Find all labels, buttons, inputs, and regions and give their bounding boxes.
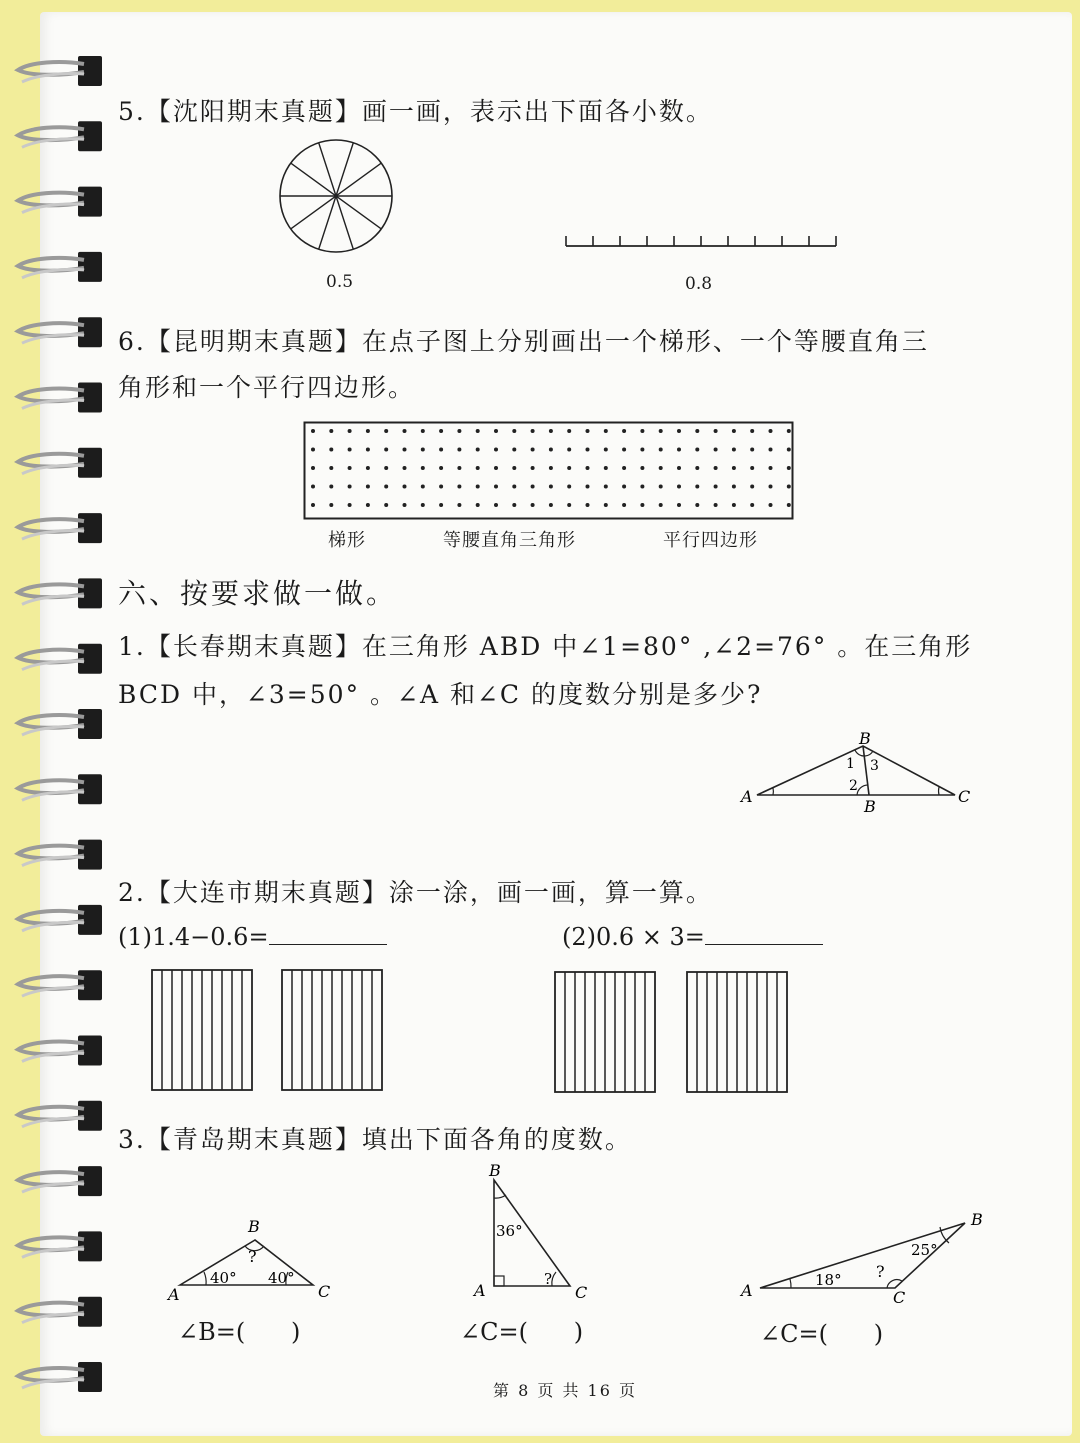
triangle-abc-figure — [735, 728, 980, 818]
circle-label: 0.5 — [326, 272, 354, 292]
tri3-vertex-a: A — [741, 1281, 753, 1300]
fraction-circle[interactable] — [270, 130, 410, 265]
angle-label-1: 1 — [846, 756, 855, 772]
problem-2-sub2 — [562, 922, 823, 951]
tri1-angle-a: 40° — [210, 1269, 237, 1287]
problem-2-sub1-text: (1)1.4−0.6= — [118, 923, 269, 951]
tri2-vertex-c: C — [575, 1283, 588, 1302]
vertex-label-a: A — [741, 787, 753, 806]
tri2-answer[interactable]: ∠C=( ) — [460, 1318, 584, 1346]
tri3-vertex-c: C — [893, 1288, 906, 1305]
ruler-label: 0.8 — [685, 274, 713, 294]
tri3-vertex-b: B — [971, 1210, 983, 1229]
vertex-label-d: B — [864, 797, 876, 816]
page-footer: 第 8 页 共 16 页 — [493, 1381, 637, 1400]
problem-2-title: 2.【大连市期末真题】涂一涂，画一画，算一算。 — [118, 878, 713, 907]
question-6-title-line2: 角形和一个平行四边形。 — [118, 373, 416, 402]
angle-label-2: 2 — [849, 778, 858, 794]
tri3-angle-a: 18° — [815, 1271, 842, 1289]
stripe-grids-2[interactable] — [553, 970, 793, 1096]
dot-grid-label-isosceles-right-triangle: 等腰直角三角形 — [443, 530, 576, 551]
problem-1-line2: BCD 中，∠3=50° 。∠A 和∠C 的度数分别是多少? — [118, 680, 763, 709]
dot-grid[interactable] — [303, 421, 795, 521]
tri1-question-mark: ? — [248, 1247, 257, 1266]
triangle-3-figure — [735, 1205, 995, 1305]
question-5-title: 5.【沈阳期末真题】画一画，表示出下面各小数。 — [118, 97, 713, 126]
problem-2-sub1 — [118, 922, 387, 951]
vertex-label-b-top: B — [859, 729, 871, 748]
tri3-answer[interactable]: ∠C=( ) — [760, 1320, 884, 1348]
tri2-vertex-a: A — [474, 1281, 486, 1300]
dot-grid-label-parallelogram: 平行四边形 — [663, 530, 758, 551]
spiral-binding — [0, 0, 110, 1443]
tri1-vertex-a: A — [168, 1285, 180, 1304]
tri2-vertex-b: B — [489, 1161, 501, 1180]
problem-3-title: 3.【青岛期末真题】填出下面各角的度数。 — [118, 1125, 632, 1154]
dot-grid-label-trapezoid: 梯形 — [328, 530, 366, 551]
problem-1-line1: 1.【长春期末真题】在三角形 ABD 中∠1=80° ,∠2=76° 。在三角形 — [118, 632, 973, 661]
tri1-answer[interactable]: ∠B=( ) — [178, 1318, 301, 1346]
problem-2-sub2-text: (2)0.6 × 3= — [562, 923, 705, 951]
tri3-question-mark: ? — [876, 1262, 885, 1281]
vertex-label-c: C — [958, 787, 971, 806]
problem-2-sub1-blank[interactable] — [269, 922, 387, 945]
tri2-question-mark: ? — [544, 1270, 553, 1288]
problem-2-sub2-blank[interactable] — [705, 922, 823, 945]
question-6-title-line1: 6.【昆明期末真题】在点子图上分别画出一个梯形、一个等腰直角三 — [118, 327, 929, 356]
angle-label-3: 3 — [870, 758, 879, 774]
number-ruler[interactable] — [560, 228, 845, 258]
stripe-grids-1[interactable] — [150, 968, 388, 1094]
tri2-angle-b: 36° — [496, 1222, 523, 1240]
tri1-angle-c: 40° — [268, 1269, 295, 1287]
triangle-1-figure — [160, 1210, 340, 1305]
tri1-vertex-b: B — [248, 1217, 260, 1236]
tri1-vertex-c: C — [318, 1282, 331, 1301]
section-six-title: 六、按要求做一做。 — [118, 577, 398, 610]
tri3-angle-b: 25° — [911, 1241, 938, 1259]
triangle-2-figure — [468, 1160, 598, 1305]
